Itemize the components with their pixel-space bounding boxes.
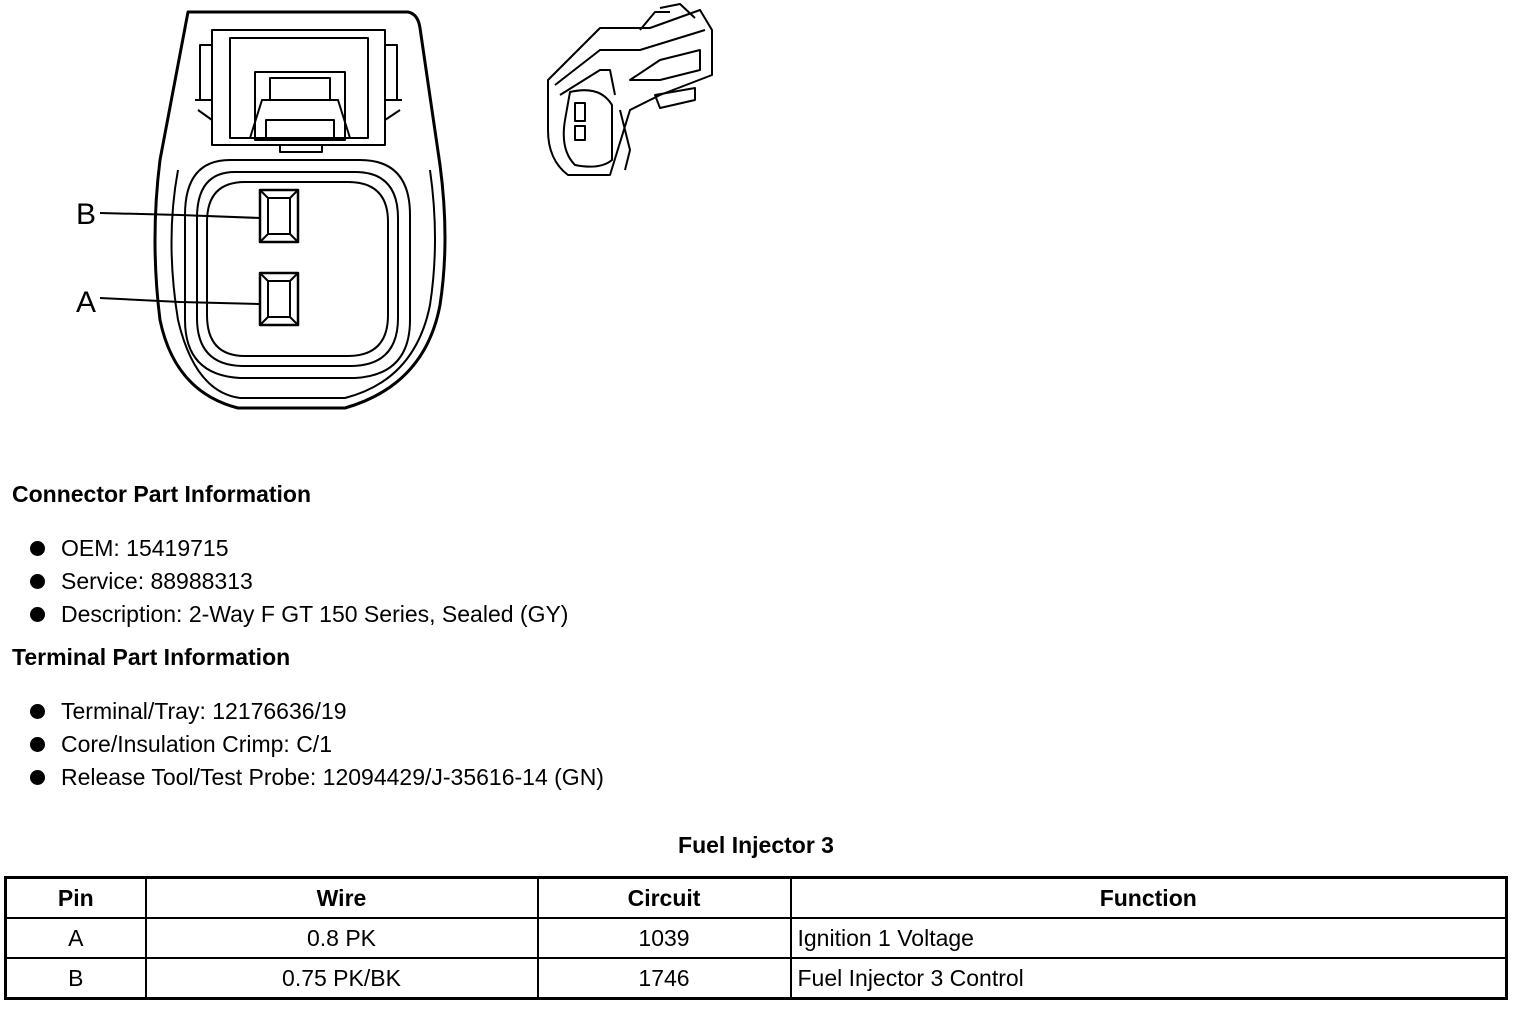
terminal-part-info-list [28, 695, 604, 794]
cell-function: Ignition 1 Voltage [791, 918, 1507, 958]
bullet-icon [30, 737, 45, 752]
connector-diagram [0, 0, 760, 430]
list-item: Description: 2-Way F GT 150 Series, Sealed (GY) [28, 598, 568, 631]
list-item: OEM: 15419715 [28, 532, 568, 565]
pin-a-leader [100, 298, 260, 304]
pin-b-leader [100, 213, 260, 218]
cell-pin: A [6, 918, 146, 958]
column-header-circuit: Circuit [538, 878, 791, 919]
table-row [6, 918, 1507, 958]
table-header-row [6, 878, 1507, 919]
column-header-wire: Wire [146, 878, 538, 919]
latch-outline [212, 30, 385, 145]
list-item: Terminal/Tray: 12176636/19 [28, 695, 604, 728]
bullet-icon [30, 541, 45, 556]
list-item: Service: 88988313 [28, 565, 568, 598]
connector-part-info-heading: Connector Part Information [12, 481, 312, 507]
pin-table [4, 876, 1508, 1000]
bullet-icon [30, 607, 45, 622]
table-title: Fuel Injector 3 [678, 832, 834, 858]
bullet-icon [30, 574, 45, 589]
cell-pin: B [6, 958, 146, 999]
cell-wire: 0.8 PK [146, 918, 538, 958]
cell-circuit: 1039 [538, 918, 791, 958]
list-item: Core/Insulation Crimp: C/1 [28, 728, 604, 761]
column-header-function: Function [791, 878, 1507, 919]
pin-b-callout: B [76, 198, 97, 231]
list-item: Release Tool/Test Probe: 12094429/J-35616-14 (GN) [28, 761, 604, 794]
terminal-part-info-heading: Terminal Part Information [12, 644, 291, 670]
column-header-pin: Pin [6, 878, 146, 919]
bullet-icon [30, 770, 45, 785]
bullet-icon [30, 704, 45, 719]
table-row [6, 958, 1507, 999]
connector-part-info-list [28, 532, 568, 631]
cell-function: Fuel Injector 3 Control [791, 958, 1507, 999]
cell-wire: 0.75 PK/BK [146, 958, 538, 999]
connector-isometric-view [548, 4, 712, 175]
pin-a-callout: A [76, 286, 97, 319]
cell-circuit: 1746 [538, 958, 791, 999]
